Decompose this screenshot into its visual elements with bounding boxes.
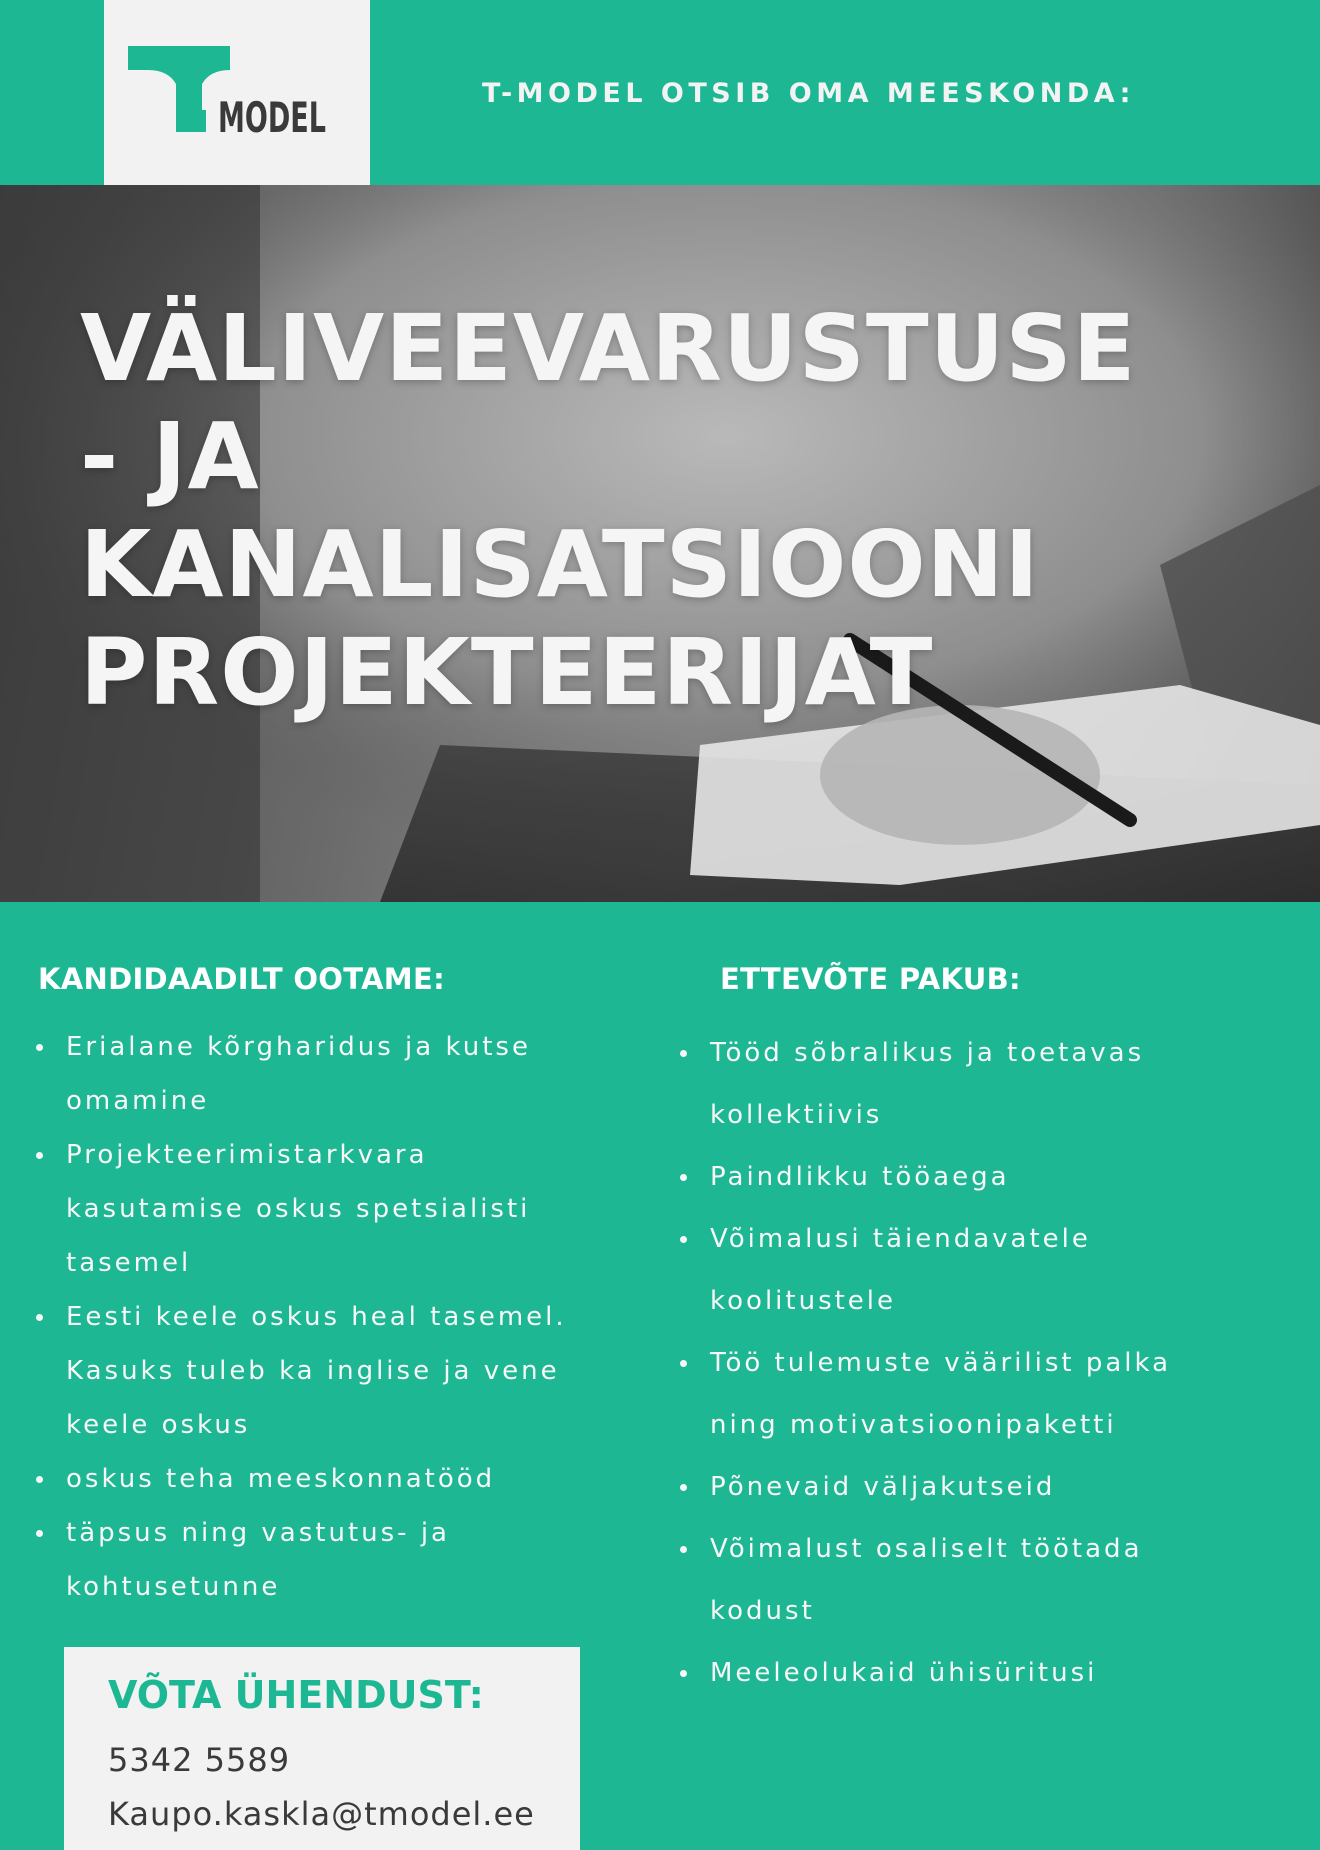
header [0, 0, 1320, 185]
list-item [676, 1146, 1171, 1208]
requirements-list [32, 1020, 567, 1614]
contact-title: VÕTA ÜHENDUST: [108, 1673, 484, 1717]
job-title [80, 295, 1136, 727]
logo [104, 0, 370, 185]
list-item-line: Töö tulemuste väärilist palka [710, 1348, 1172, 1378]
t-model-logo-icon [126, 44, 356, 144]
list-item-line: kohtusetunne [66, 1572, 281, 1602]
list-item-line: täpsus ning vastutus- ja [66, 1518, 450, 1548]
offers-heading: ETTEVÕTE PAKUB: [720, 962, 1021, 996]
list-item [676, 1518, 1171, 1642]
list-item [32, 1452, 567, 1506]
list-item-line: kodust [710, 1596, 815, 1626]
list-item [32, 1506, 567, 1614]
list-item-line: Erialane kõrgharidus ja kutse [66, 1032, 531, 1062]
job-title-line: VÄLIVEEVARUSTUSE [80, 295, 1137, 402]
logo-text: MODEL [218, 93, 326, 142]
list-item-line: Projekteerimistarkvara [66, 1140, 428, 1170]
hero-banner [0, 185, 1320, 902]
list-item-line: kasutamise oskus spetsialisti [66, 1194, 531, 1224]
list-item-line: tasemel [66, 1248, 192, 1278]
job-title-line: KANALISATSIOONI [80, 511, 1040, 618]
list-item-line: kollektiivis [710, 1100, 883, 1130]
list-item-line: oskus teha meeskonnatööd [66, 1464, 496, 1494]
list-item-line: keele oskus [66, 1410, 251, 1440]
list-item-line: Põnevaid väljakutseid [710, 1472, 1056, 1502]
list-item-line: ning motivatsioonipaketti [710, 1410, 1117, 1440]
list-item [32, 1128, 567, 1290]
list-item-line: omamine [66, 1086, 210, 1116]
list-item-line: Eesti keele oskus heal tasemel. [66, 1302, 567, 1332]
contact-email[interactable]: Kaupo.kaskla@tmodel.ee [108, 1795, 535, 1833]
list-item-line: koolitustele [710, 1286, 897, 1316]
list-item [676, 1456, 1171, 1518]
list-item-line: Tööd sõbralikus ja toetavas [710, 1038, 1145, 1068]
list-item-line: Võimalust osaliselt töötada [710, 1534, 1143, 1564]
list-item [676, 1642, 1171, 1704]
list-item [32, 1020, 567, 1128]
contact-phone[interactable]: 5342 5589 [108, 1741, 291, 1779]
list-item-line: Paindlikku tööaega [710, 1162, 1010, 1192]
list-item [676, 1022, 1171, 1146]
list-item-line: Võimalusi täiendavatele [710, 1224, 1091, 1254]
job-title-line: PROJEKTEERIJAT [80, 619, 934, 726]
tagline: T-MODEL OTSIB OMA MEESKONDA: [482, 78, 1135, 109]
list-item [676, 1208, 1171, 1332]
list-item-line: Kasuks tuleb ka inglise ja vene [66, 1356, 560, 1386]
list-item [676, 1332, 1171, 1456]
offers-list [676, 1022, 1171, 1704]
list-item [32, 1290, 567, 1452]
list-item-line: Meeleolukaid ühisüritusi [710, 1658, 1098, 1688]
job-title-line: - JA [80, 403, 260, 510]
contact-box [64, 1647, 580, 1850]
requirements-heading: KANDIDAADILT OOTAME: [38, 962, 445, 996]
